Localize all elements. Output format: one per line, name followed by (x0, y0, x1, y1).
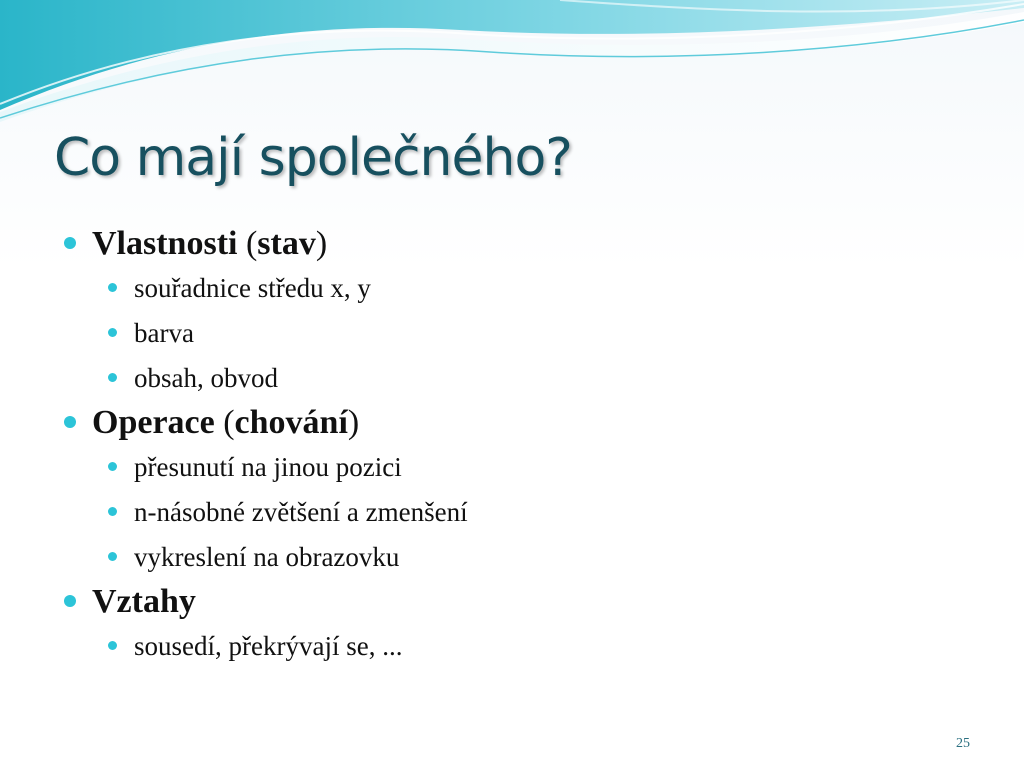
section-heading-vztahy (62, 580, 962, 624)
list-item: přesunutí na jinou pozici (62, 445, 962, 490)
section-heading-paren: chování (234, 404, 348, 441)
list-item: vykreslení na obrazovku (62, 535, 962, 580)
list-item: barva (62, 311, 962, 356)
section-heading-text: Vztahy (92, 583, 196, 620)
section-heading-paren: stav (257, 225, 316, 262)
page-number: 25 (956, 736, 970, 751)
list-item: obsah, obvod (62, 356, 962, 401)
slide-title: Co mají společného? (54, 128, 572, 188)
list-item: sousedí, překrývají se, ... (62, 624, 962, 669)
section-heading-text: Operace (92, 404, 215, 441)
section-heading-operace: Operace (chování) (62, 401, 962, 445)
section-heading-text: Vlastnosti (92, 225, 238, 262)
list-item: souřadnice středu x, y (62, 266, 962, 311)
list-item: n-násobné zvětšení a zmenšení (62, 490, 962, 535)
section-heading-vlastnosti: Vlastnosti (stav) (62, 222, 962, 266)
bullet-list (62, 222, 962, 669)
decorative-wave-header (0, 0, 1024, 130)
